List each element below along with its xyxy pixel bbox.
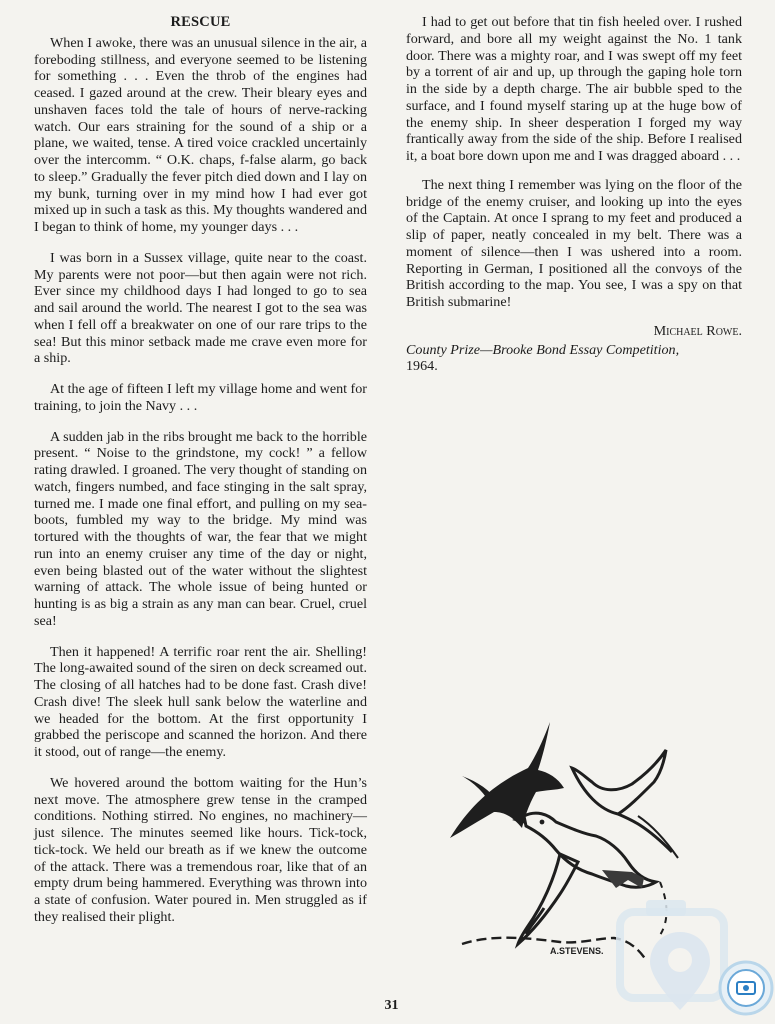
article-title: RESCUE [170, 14, 231, 30]
paragraph: We hovered around the bottom waiting for the Hun’s next move. The atmosphere grew tense in the cramped conditions. Nothing stirred. No engines, no machinery—just silence. The minutes seemed like hours. Tick-tock, tick-tock. We held our breath as if we knew the outcome of the attack. There was a tremendous roar, like that of an empty drum being hammered. Everything was thrown into a state of confusion. Water poured in. Men struggled as if they realised their plight. [34, 774, 367, 925]
prize-credit-year: 1964. [406, 358, 438, 375]
artist-signature: A.STEVENS. [550, 946, 604, 956]
paragraph: When I awoke, there was an unusual silence in the air, a foreboding stillness, and everyone seemed to be listening for something . . . Even the throb of the engines had ceased. I gazed around at the crew. Their bleary eyes and unshaven faces told the tale of hours of nerve-racking watch. Our ears straining for the sound of a ship or a plane, we waited, tense. A tired voice crackled uncertainly over the intercomm. “ O.K. chaps, f-false alarm, go back to sleep.” Gradually the fever pitch died down and I lay on my bunk, turning over in my mind how I had ever got mixed up in such a task as this. My thoughts wandered and I began to think of home, my younger days . . . [34, 34, 367, 235]
left-column [34, 14, 367, 940]
right-column [406, 14, 742, 375]
paragraph: Then it happened! A terrific roar rent the air. Shelling! The long-awaited sound of the siren on deck screamed out. The closing of all hatches had to be done fast. Crash dive! Crash dive! The sleek hull sank below the waterline and we headed for the bottom. At the first opportunity I grabbed the periscope and scanned the horizon. And there it stood, out of range—the enemy. [34, 643, 367, 760]
prize-credit [406, 342, 742, 376]
page-edge [775, 0, 783, 1024]
dark-bird-icon [450, 722, 564, 838]
gull-upper-wing [572, 750, 666, 814]
paragraph: A sudden jab in the ribs brought me back to the horrible present. “ Noise to the grindstone, my cock! ” a fellow rating drawled. I groaned. The very thought of standing on watch, fingers numbed, and face stinging in the salt spray, turned me. I made one final effort, and pulling on my sea-boots, fumbled my way to the bridge. My mind was tortured with the thoughts of war, the fear that we might run into an enemy cruiser any time of the day or night, even being blasted out of the water without the slightest warning of attack. The whole issue of being hunted or hunting is as big a strain as any man can bear. Cruel, cruel sea! [34, 428, 367, 629]
prize-credit-text: County Prize—Brooke Bond Essay Competition, [406, 341, 680, 358]
author-signature: Michael Rowe. [653, 322, 742, 339]
paragraph: I had to get out before that tin fish heeled over. I rushed forward, and bore all my weight against the No. 1 tank door. There was a mighty roar, and I was swept off my feet by a torrent of air and up, up through the gaping hole torn in the side by a depth charge. The air bubble sped to the surface, and I found myself staring up at the huge bow of the enemy ship. In sheer desperation I forged my way frantically away from the side of the ship. Before I realised it, a boat bore down upon me and I was dragged aboard . . . [406, 14, 742, 164]
paragraph: At the age of fifteen I left my village home and went for training, to join the Navy . . . [34, 381, 367, 414]
page-number: 31 [384, 998, 399, 1013]
paragraph: The next thing I remember was lying on the floor of the bridge of the enemy cruiser, and looking up into the eyes of the Captain. At once I sprang to my feet and produced a slip of paper, neatly concealed in my belt. There was a moment of silence—then I was ushered into a room. Reporting in German, I positioned all the convoys of the British according to the map. You see, I was a spy on that British submarine! [406, 176, 742, 310]
camera-location-watermark-icon [616, 892, 776, 1022]
paragraph: I was born in a Sussex village, quite near to the coast. My parents were not poor—but then again were not rich. Ever since my childhood days I had longed to go to sea and sail around the world. The nearest I got to the sea was when I fell off a breakwater on one of our rare trips to the sea! But this minor setback made me crave even more for a ship. [34, 249, 367, 367]
